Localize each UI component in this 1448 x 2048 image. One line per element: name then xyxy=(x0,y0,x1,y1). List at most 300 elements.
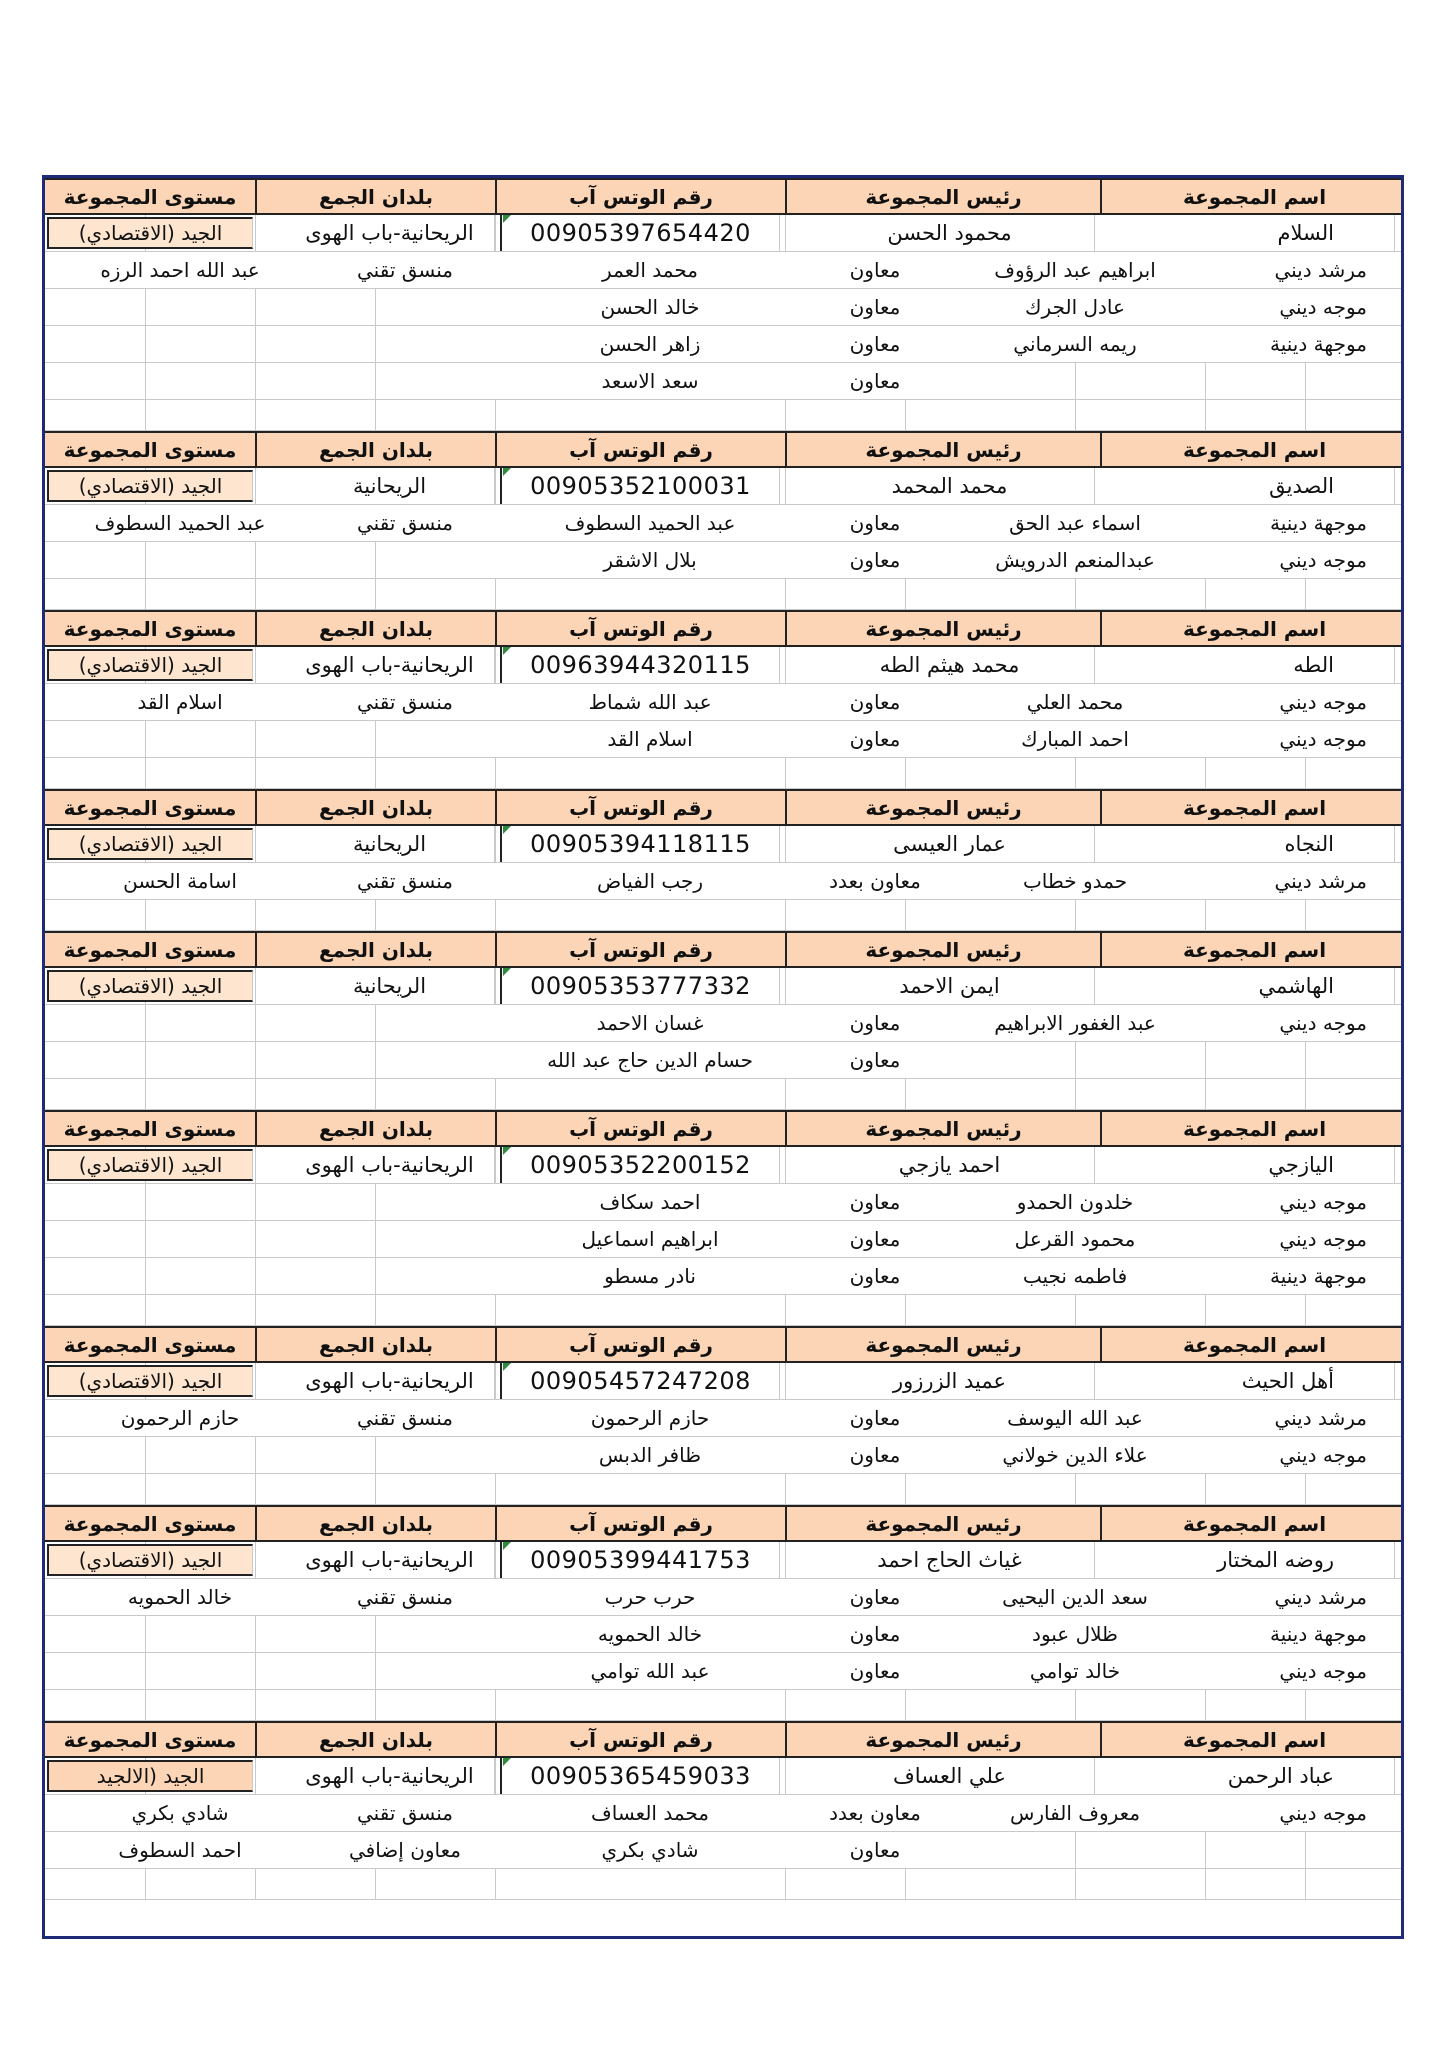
member-person: ريمه السرماني xyxy=(945,326,1205,362)
grid-line xyxy=(785,1295,786,1325)
grid-line xyxy=(1305,1042,1306,1078)
grid-line xyxy=(375,900,376,930)
grid-line xyxy=(1205,363,1206,399)
group-header-row xyxy=(45,1110,1401,1147)
member-person: احمد المبارك xyxy=(945,721,1205,757)
grid-line xyxy=(145,1690,146,1720)
member-role: موجه ديني xyxy=(1205,1221,1404,1257)
group-level: الجيد (الاقتصادي) xyxy=(47,1149,253,1181)
spacer-row xyxy=(45,1079,1401,1110)
header-group-name: اسم المجموعة xyxy=(1100,1112,1404,1145)
grid-line xyxy=(495,900,496,930)
member-assistant: احمد سكاف xyxy=(495,1184,805,1220)
comment-flag-icon xyxy=(503,1363,511,1371)
member-row xyxy=(45,1653,1401,1690)
grid-line xyxy=(255,215,256,251)
grid-line xyxy=(255,1690,256,1720)
member-row xyxy=(45,363,1401,400)
member-assistant-role: معاون xyxy=(805,1042,945,1078)
member-role: موجه ديني xyxy=(1205,542,1404,578)
grid-line xyxy=(495,826,496,862)
member-person: عبدالمنعم الدرويش xyxy=(945,542,1205,578)
group-block xyxy=(45,1721,1401,1900)
member-person: عبد الله اليوسف xyxy=(945,1400,1205,1436)
group-leader: عميد الزرزور xyxy=(805,1363,1095,1399)
header-group-name: اسم المجموعة xyxy=(1100,933,1404,966)
spacer-row xyxy=(45,1869,1401,1900)
header-whatsapp: رقم الوتس آب xyxy=(495,180,785,213)
group-header-row xyxy=(45,931,1401,968)
grid-line xyxy=(785,215,786,251)
header-whatsapp: رقم الوتس آب xyxy=(495,612,785,645)
group-header-row xyxy=(45,178,1401,215)
grid-line xyxy=(1205,1079,1206,1109)
group-name: اليازجي xyxy=(1105,1147,1395,1183)
group-whatsapp-number: 00905399441753 xyxy=(500,1542,780,1578)
header-level: مستوى المجموعة xyxy=(63,1116,237,1141)
header-group-name: اسم المجموعة xyxy=(1100,791,1404,824)
header-leader: رئيس المجموعة xyxy=(785,1112,1100,1145)
header-whatsapp: رقم الوتس آب xyxy=(495,791,785,824)
grid-line xyxy=(785,968,786,1004)
group-name: أهل الحيث xyxy=(1105,1363,1395,1399)
member-assistant-role: معاون xyxy=(805,1437,945,1473)
grid-line xyxy=(375,1616,376,1652)
member-tech: عبد الحميد السطوف xyxy=(45,505,315,541)
grid-line xyxy=(905,1079,906,1109)
header-countries: بلدان الجمع xyxy=(255,1723,495,1756)
grid-line xyxy=(905,758,906,788)
grid-line xyxy=(495,647,496,683)
grid-line xyxy=(495,758,496,788)
spacer-row xyxy=(45,900,1401,931)
member-assistant: حرب حرب xyxy=(495,1579,805,1615)
grid-line xyxy=(1205,900,1206,930)
comment-flag-icon xyxy=(503,1542,511,1550)
grid-line xyxy=(375,758,376,788)
grid-line xyxy=(1075,1079,1076,1109)
header-leader: رئيس المجموعة xyxy=(785,1507,1100,1540)
grid-line xyxy=(145,1869,146,1899)
group-country: الريحانية-باب الهوى xyxy=(285,1758,495,1794)
groups-sheet xyxy=(42,175,1404,1939)
grid-line xyxy=(1305,579,1306,609)
group-whatsapp-number: 00905397654420 xyxy=(500,215,780,251)
member-assistant: غسان الاحمد xyxy=(495,1005,805,1041)
grid-line xyxy=(255,647,256,683)
grid-line xyxy=(785,1474,786,1504)
member-assistant: رجب الفياض xyxy=(495,863,805,899)
grid-line xyxy=(255,826,256,862)
member-assistant-role: معاون xyxy=(805,326,945,362)
member-person: خلدون الحمدو xyxy=(945,1184,1205,1220)
grid-line xyxy=(905,400,906,430)
grid-line xyxy=(255,1042,256,1078)
member-row xyxy=(45,542,1401,579)
grid-line xyxy=(255,400,256,430)
group-summary-row xyxy=(45,468,1401,505)
member-role: موجهة دينية xyxy=(1205,326,1404,362)
member-row xyxy=(45,1437,1401,1474)
grid-line xyxy=(375,1653,376,1689)
header-level: مستوى المجموعة xyxy=(63,616,237,641)
member-row xyxy=(45,1258,1401,1295)
comment-flag-icon xyxy=(503,1147,511,1155)
header-group-name: اسم المجموعة xyxy=(1100,180,1404,213)
group-name: عباد الرحمن xyxy=(1105,1758,1395,1794)
member-tech-role: منسق تقني xyxy=(315,863,495,899)
group-whatsapp-number: 00905457247208 xyxy=(500,1363,780,1399)
grid-line xyxy=(905,1690,906,1720)
group-whatsapp-number: 00905394118115 xyxy=(500,826,780,862)
group-leader: محمد المحمد xyxy=(805,468,1095,504)
header-group-name: اسم المجموعة xyxy=(1100,1328,1404,1361)
grid-line xyxy=(375,363,376,399)
member-assistant: عبد الله شماط xyxy=(495,684,805,720)
member-assistant-role: معاون xyxy=(805,363,945,399)
member-person: سعد الدين اليحيى xyxy=(945,1579,1205,1615)
member-row xyxy=(45,326,1401,363)
grid-line xyxy=(375,1221,376,1257)
grid-line xyxy=(1205,400,1206,430)
group-block xyxy=(45,178,1401,431)
spacer-row xyxy=(45,1474,1401,1505)
grid-line xyxy=(255,1258,256,1294)
grid-line xyxy=(145,1042,146,1078)
group-summary-row xyxy=(45,968,1401,1005)
header-countries: بلدان الجمع xyxy=(255,1507,495,1540)
member-tech-role: منسق تقني xyxy=(315,1795,495,1831)
group-level: الجيد (الاقتصادي) xyxy=(47,970,253,1002)
grid-line xyxy=(1305,1474,1306,1504)
grid-line xyxy=(1205,1042,1206,1078)
member-tech-role: منسق تقني xyxy=(315,684,495,720)
member-assistant-role: معاون xyxy=(805,1832,945,1868)
grid-line xyxy=(145,289,146,325)
grid-line xyxy=(255,1147,256,1183)
group-whatsapp-number: 00905352100031 xyxy=(500,468,780,504)
header-leader: رئيس المجموعة xyxy=(785,612,1100,645)
group-header-row xyxy=(45,789,1401,826)
grid-line xyxy=(255,468,256,504)
member-role: موجه ديني xyxy=(1205,684,1404,720)
header-countries: بلدان الجمع xyxy=(255,1328,495,1361)
member-assistant-role: معاون xyxy=(805,1579,945,1615)
member-row xyxy=(45,252,1401,289)
header-leader: رئيس المجموعة xyxy=(785,933,1100,966)
header-whatsapp: رقم الوتس آب xyxy=(495,933,785,966)
member-person: اسماء عبد الحق xyxy=(945,505,1205,541)
member-person: محمد العلي xyxy=(945,684,1205,720)
group-whatsapp-number: 00905352200152 xyxy=(500,1147,780,1183)
header-level: مستوى المجموعة xyxy=(63,437,237,462)
header-level: مستوى المجموعة xyxy=(63,1511,237,1536)
grid-line xyxy=(145,1005,146,1041)
member-role: موجه ديني xyxy=(1205,1795,1404,1831)
header-group-name: اسم المجموعة xyxy=(1100,1507,1404,1540)
group-summary-row xyxy=(45,1147,1401,1184)
grid-line xyxy=(1305,363,1306,399)
grid-line xyxy=(905,900,906,930)
grid-line xyxy=(1305,900,1306,930)
grid-line xyxy=(1075,1295,1076,1325)
member-assistant-role: معاون xyxy=(805,1184,945,1220)
grid-line xyxy=(495,400,496,430)
grid-line xyxy=(145,758,146,788)
member-role: موجه ديني xyxy=(1205,1184,1404,1220)
header-level: مستوى المجموعة xyxy=(63,795,237,820)
header-level: مستوى المجموعة xyxy=(63,184,237,209)
member-tech-role: منسق تقني xyxy=(315,1579,495,1615)
member-tech: احمد السطوف xyxy=(45,1832,315,1868)
grid-line xyxy=(1305,758,1306,788)
group-country: الريحانية-باب الهوى xyxy=(285,647,495,683)
grid-line xyxy=(145,542,146,578)
grid-line xyxy=(145,1474,146,1504)
grid-line xyxy=(785,1869,786,1899)
member-person: فاطمه نجيب xyxy=(945,1258,1205,1294)
member-row xyxy=(45,721,1401,758)
header-level: مستوى المجموعة xyxy=(63,1727,237,1752)
group-summary-row xyxy=(45,826,1401,863)
grid-line xyxy=(255,1542,256,1578)
member-assistant: خالد الحمويه xyxy=(495,1616,805,1652)
grid-line xyxy=(375,1474,376,1504)
header-group-name: اسم المجموعة xyxy=(1100,1723,1404,1756)
member-tech: عبد الله احمد الرزه xyxy=(45,252,315,288)
grid-line xyxy=(375,1295,376,1325)
group-header-row xyxy=(45,1505,1401,1542)
header-group-name: اسم المجموعة xyxy=(1100,612,1404,645)
grid-line xyxy=(255,721,256,757)
member-role: مرشد ديني xyxy=(1205,1400,1404,1436)
comment-flag-icon xyxy=(503,968,511,976)
header-countries: بلدان الجمع xyxy=(255,612,495,645)
grid-line xyxy=(145,400,146,430)
member-row xyxy=(45,863,1401,900)
comment-flag-icon xyxy=(503,647,511,655)
header-whatsapp: رقم الوتس آب xyxy=(495,1507,785,1540)
header-countries: بلدان الجمع xyxy=(255,933,495,966)
group-leader: علي العساف xyxy=(805,1758,1095,1794)
grid-line xyxy=(495,468,496,504)
member-person: عبد الغفور الابراهيم xyxy=(945,1005,1205,1041)
member-role: موجه ديني xyxy=(1205,1005,1404,1041)
grid-line xyxy=(785,1690,786,1720)
grid-line xyxy=(1075,1832,1076,1868)
grid-line xyxy=(145,721,146,757)
grid-line xyxy=(785,400,786,430)
member-assistant: بلال الاشقر xyxy=(495,542,805,578)
grid-line xyxy=(145,1184,146,1220)
member-row xyxy=(45,1616,1401,1653)
grid-line xyxy=(495,1542,496,1578)
grid-line xyxy=(375,721,376,757)
member-person: معروف الفارس xyxy=(945,1795,1205,1831)
header-leader: رئيس المجموعة xyxy=(785,433,1100,466)
grid-line xyxy=(145,363,146,399)
spacer-row xyxy=(45,758,1401,789)
grid-line xyxy=(1205,579,1206,609)
group-country: الريحانية xyxy=(285,468,495,504)
grid-line xyxy=(495,1758,496,1794)
group-whatsapp-number: 00905365459033 xyxy=(500,1758,780,1794)
group-name: الطه xyxy=(1105,647,1395,683)
member-row xyxy=(45,1042,1401,1079)
member-role: موجه ديني xyxy=(1205,1653,1404,1689)
grid-line xyxy=(1305,1079,1306,1109)
grid-line xyxy=(375,542,376,578)
member-role: مرشد ديني xyxy=(1205,252,1404,288)
grid-line xyxy=(495,1363,496,1399)
grid-line xyxy=(145,579,146,609)
member-assistant-role: معاون xyxy=(805,289,945,325)
grid-line xyxy=(375,1690,376,1720)
header-group-name: اسم المجموعة xyxy=(1100,433,1404,466)
member-person: علاء الدين خولاني xyxy=(945,1437,1205,1473)
member-assistant-role: معاون xyxy=(805,1400,945,1436)
grid-line xyxy=(255,1758,256,1794)
header-level: مستوى المجموعة xyxy=(63,937,237,962)
grid-line xyxy=(255,1653,256,1689)
member-assistant-role: معاون xyxy=(805,684,945,720)
grid-line xyxy=(1075,579,1076,609)
member-row xyxy=(45,684,1401,721)
member-tech-role: معاون إضافي xyxy=(315,1832,495,1868)
member-row xyxy=(45,1579,1401,1616)
group-name: النجاه xyxy=(1105,826,1395,862)
grid-line xyxy=(255,326,256,362)
group-block xyxy=(45,1110,1401,1326)
grid-line xyxy=(495,1690,496,1720)
group-country: الريحانية xyxy=(285,826,495,862)
member-assistant-role: معاون xyxy=(805,1616,945,1652)
member-person: محمود القرعل xyxy=(945,1221,1205,1257)
member-person: ظلال عبود xyxy=(945,1616,1205,1652)
member-role: موجهة دينية xyxy=(1205,1616,1404,1652)
member-tech: شادي بكري xyxy=(45,1795,315,1831)
grid-line xyxy=(1075,758,1076,788)
group-name: روضه المختار xyxy=(1105,1542,1395,1578)
group-leader: عمار العيسى xyxy=(805,826,1095,862)
grid-line xyxy=(375,1184,376,1220)
member-assistant: خالد الحسن xyxy=(495,289,805,325)
group-level: الجيد (الاقتصادي) xyxy=(47,828,253,860)
group-name: السلام xyxy=(1105,215,1395,251)
member-tech-role: منسق تقني xyxy=(315,252,495,288)
grid-line xyxy=(255,542,256,578)
grid-line xyxy=(1305,400,1306,430)
group-summary-row xyxy=(45,1542,1401,1579)
comment-flag-icon xyxy=(503,1758,511,1766)
member-assistant: سعد الاسعد xyxy=(495,363,805,399)
member-person: ابراهيم عبد الرؤوف xyxy=(945,252,1205,288)
grid-line xyxy=(145,1258,146,1294)
group-header-row xyxy=(45,1326,1401,1363)
grid-line xyxy=(145,1079,146,1109)
grid-line xyxy=(255,1079,256,1109)
member-tech: اسلام القد xyxy=(45,684,315,720)
grid-line xyxy=(145,1295,146,1325)
member-role: موجه ديني xyxy=(1205,1437,1404,1473)
header-leader: رئيس المجموعة xyxy=(785,1328,1100,1361)
grid-line xyxy=(905,1474,906,1504)
grid-line xyxy=(1205,1295,1206,1325)
member-row xyxy=(45,1832,1401,1869)
group-name: الصديق xyxy=(1105,468,1395,504)
grid-line xyxy=(495,1869,496,1899)
grid-line xyxy=(1205,1832,1206,1868)
member-assistant-role: معاون xyxy=(805,1221,945,1257)
member-row xyxy=(45,1221,1401,1258)
member-assistant-role: معاون xyxy=(805,505,945,541)
spacer-row xyxy=(45,1690,1401,1721)
header-level: مستوى المجموعة xyxy=(63,1332,237,1357)
header-countries: بلدان الجمع xyxy=(255,791,495,824)
group-summary-row xyxy=(45,1758,1401,1795)
group-block xyxy=(45,789,1401,931)
grid-line xyxy=(255,1363,256,1399)
grid-line xyxy=(375,1869,376,1899)
member-assistant: عبد الحميد السطوف xyxy=(495,505,805,541)
grid-line xyxy=(785,826,786,862)
grid-line xyxy=(1075,1869,1076,1899)
group-leader: محمود الحسن xyxy=(805,215,1095,251)
grid-line xyxy=(1305,1832,1306,1868)
grid-line xyxy=(255,363,256,399)
grid-line xyxy=(375,400,376,430)
grid-line xyxy=(145,1653,146,1689)
member-assistant: حازم الرحمون xyxy=(495,1400,805,1436)
group-header-row xyxy=(45,431,1401,468)
member-assistant-role: معاون xyxy=(805,542,945,578)
grid-line xyxy=(495,1474,496,1504)
group-header-row xyxy=(45,1721,1401,1758)
spacer-row xyxy=(45,400,1401,431)
group-level: الجيد (الالجيد xyxy=(47,1760,253,1792)
grid-line xyxy=(1075,1474,1076,1504)
comment-flag-icon xyxy=(503,826,511,834)
grid-line xyxy=(255,968,256,1004)
member-tech: حازم الرحمون xyxy=(45,1400,315,1436)
member-assistant: زاهر الحسن xyxy=(495,326,805,362)
grid-line xyxy=(375,579,376,609)
grid-line xyxy=(255,900,256,930)
grid-line xyxy=(255,1005,256,1041)
header-whatsapp: رقم الوتس آب xyxy=(495,1112,785,1145)
group-block xyxy=(45,1326,1401,1505)
grid-line xyxy=(785,758,786,788)
grid-line xyxy=(785,1542,786,1578)
grid-line xyxy=(1205,1474,1206,1504)
member-assistant: ظافر الدبس xyxy=(495,1437,805,1473)
member-assistant: محمد العمر xyxy=(495,252,805,288)
header-leader: رئيس المجموعة xyxy=(785,180,1100,213)
member-role: موجهة دينية xyxy=(1205,505,1404,541)
grid-line xyxy=(375,1258,376,1294)
group-level: الجيد (الاقتصادي) xyxy=(47,470,253,502)
member-role: موجهة دينية xyxy=(1205,1258,1404,1294)
header-countries: بلدان الجمع xyxy=(255,1112,495,1145)
grid-line xyxy=(495,1295,496,1325)
member-row xyxy=(45,289,1401,326)
comment-flag-icon xyxy=(503,215,511,223)
grid-line xyxy=(255,579,256,609)
member-row xyxy=(45,1400,1401,1437)
member-assistant-role: معاون بعدد xyxy=(805,1795,945,1831)
header-leader: رئيس المجموعة xyxy=(785,791,1100,824)
header-countries: بلدان الجمع xyxy=(255,180,495,213)
